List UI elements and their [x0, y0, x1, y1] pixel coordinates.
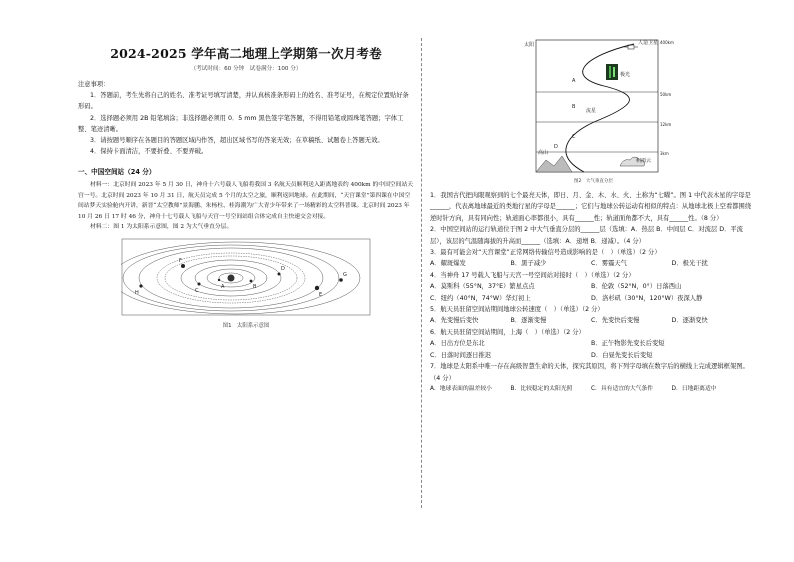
note-item-1: 1．答题前，考生先将自己的姓名、准考证号填写清楚，并认真核准条形码上的姓名、准考证号，在规定位置贴好条形码。	[78, 92, 409, 111]
svg-text:A: A	[221, 284, 225, 291]
q7-option-d[interactable]: D．日地距离适中	[671, 385, 717, 392]
question-2: 2．中国空间站的运行轨道位于图 2 中大气垂直分层的______层（选填：A．热层 B．中间层 C．对流层 D．平流层），该层的气温随海拔的升高而______（选填：A．递增 B．递减）。（4 分）	[430, 226, 743, 245]
sun-mark	[228, 275, 235, 282]
q7-option-a[interactable]: A．地球表面的温差较小	[430, 385, 492, 392]
q6-option-a[interactable]: A．日出方位是东北	[430, 340, 485, 348]
question-5-options	[430, 315, 752, 326]
question-4-options-row1	[430, 281, 752, 292]
scale-mid: 50km	[660, 92, 672, 97]
question-4: 4．当神舟 17 号载人飞船与天宫一号空间站对接时（ ）（单选）（2 分）	[430, 271, 635, 279]
exam-title: 2024-2025 学年高二地理上学期第一次月考卷	[110, 46, 382, 61]
left-column	[78, 36, 414, 329]
question-4-options-row2	[430, 293, 752, 304]
solar-system-diagram	[121, 238, 371, 316]
question-3-options	[430, 258, 752, 269]
svg-text:C: C	[195, 288, 199, 295]
q5-option-a[interactable]: A．先变慢后变快	[430, 317, 479, 325]
exam-subtitle: （考试时间：60 分钟 试卷满分：100 分）	[190, 66, 302, 72]
atmosphere-diagram	[524, 36, 676, 186]
figure-solar-system	[78, 238, 414, 329]
question-7-options	[430, 384, 752, 395]
note-item-2: 2．选择题必须用 2B 铅笔填涂；非选择题必须用 0．5 mm 黑色签字笔答题，不得用铅笔或圆珠笔答题；字体工整、笔迹清晰。	[78, 114, 404, 133]
question-6: 6．航天员驻留空间站期间，上海（ ）（单选）（2 分）	[430, 328, 585, 336]
note-item-4: 4．保持卡面清洁，不要折叠、不要弄破。	[90, 148, 208, 156]
q4-option-d[interactable]: D．洛杉矶（30°N，120°W）夜深人静	[591, 294, 703, 302]
label-meteor: 流星	[586, 108, 597, 114]
section-heading: 一、中国空间站（24 分）	[78, 168, 156, 177]
material-one: 材料一：北京时间 2023 年 5 月 30 日，神舟十六号载人飞船将我国 3 名航天员顺利送入距离地表约 400km 的中国空间站天宫一号。北京时间 2023 年 10 月 31 日，航天员完成 5 个月的太空之旅，顺利返回地球。在此期间，“天宫课堂”第四课在中国空间站梦天实验舱内开讲，新晋“太空教师”景海鹏、朱杨柱、桂海潮为广大青少年带来了一场精彩的太空科普课。北京时间 2023 年 10 月 26 日 17 时 46 分，神舟十七号载人飞船与天宫一号空间站组合体完成自主快速交会对接。	[78, 182, 414, 220]
question-6-options-row2	[430, 350, 752, 361]
right-column	[430, 36, 752, 395]
q7-option-c[interactable]: C．具有适宜的大气条件	[591, 385, 654, 392]
question-1: 1．我国古代把肉眼观察到的七个最亮天体，即日、月、金、木、水、火、土称为“七曜”。图 1 中代表木星的字母是______，代表离地球最近的类地行星的字母是______；它们与地球公转运动有相似的特点：从地球北极上空看都围绕逆时针方向，具有同向性；轨道面心率都很小，具有______性；轨道面角都不大，具有______性。（8 分）	[430, 192, 752, 222]
q4-option-c[interactable]: C．纽约（40°N，74°W）华灯初上	[430, 294, 531, 302]
scale-bottom: 3km	[660, 151, 669, 156]
q5-option-b[interactable]: B．逐渐变慢	[510, 317, 547, 325]
svg-text:B: B	[572, 104, 576, 110]
q4-option-a[interactable]: A．莫斯科（55°N，37°E）繁星点点	[430, 283, 535, 291]
q6-option-b[interactable]: B．正午物影先变长后变短	[591, 340, 665, 348]
label-cloud: 积雨云	[636, 158, 652, 164]
figure1-caption: 图1 太阳系示意图	[222, 323, 270, 330]
column-divider	[421, 38, 422, 508]
svg-text:D: D	[281, 266, 285, 273]
q3-option-d[interactable]: D．极光干扰	[671, 260, 708, 268]
svg-text:F: F	[179, 258, 182, 265]
question-6-options-row1	[430, 338, 752, 349]
notes-heading: 注意事项：	[78, 81, 110, 88]
q6-option-c[interactable]: C．日落时间逐日推迟	[430, 351, 492, 359]
svg-text:H: H	[135, 290, 139, 297]
svg-text:E: E	[319, 292, 323, 299]
aurora-photo	[606, 64, 618, 80]
q4-option-b[interactable]: B．伦敦（52°N，0°）日落西山	[591, 283, 682, 291]
label-aurora: 极光	[620, 72, 631, 78]
svg-text:A: A	[572, 78, 576, 84]
label-satellite: 人造卫星	[638, 40, 659, 46]
q3-option-b[interactable]: B．黑子减少	[510, 260, 547, 268]
svg-text:G: G	[343, 272, 347, 279]
q7-option-b[interactable]: B．比较稳定的太阳光照	[510, 385, 573, 392]
question-3: 3．最有可能会对“天宫课堂”正常网络传输信号造成影响的是（ ）（单选）（2 分）	[430, 249, 661, 257]
svg-text:D: D	[554, 144, 558, 150]
question-7: 7．地球是太阳系中唯一存在高级智慧生命的天体，探究其原因，将下列字母填在数字后的横线上完成逻辑框架图。（4 分）	[430, 363, 749, 382]
scale-low: 12km	[660, 122, 672, 127]
q6-option-d[interactable]: D．白昼先变长后变短	[591, 351, 653, 359]
label-mountain: 高山	[538, 150, 549, 156]
q3-option-c[interactable]: C．雾霾天气	[591, 260, 627, 268]
svg-text:C: C	[572, 134, 576, 140]
figure2-caption: 图2 大气垂直分层	[574, 179, 613, 184]
question-5: 5．航天员驻留空间站期间地球公转速度（ ）（单选）（2 分）	[430, 306, 604, 314]
label-sun: 太阳	[524, 42, 535, 48]
q3-option-a[interactable]: A．耀斑爆发	[430, 260, 466, 268]
material-two: 材料二：图 1 为太阳系示意图，图 2 为大气垂直分层。	[90, 224, 233, 231]
scale-top: 400km	[660, 40, 674, 45]
figure-atmosphere	[524, 36, 676, 190]
note-item-3: 3．请按题号顺序在各题目的答题区域内作答，超出区域书写的答案无效；在草稿纸、试题卷上答题无效。	[90, 137, 384, 145]
q5-option-d[interactable]: D．逐渐变快	[671, 317, 708, 325]
q5-option-c[interactable]: C．先变快后变慢	[591, 317, 640, 325]
svg-text:B: B	[253, 284, 257, 291]
